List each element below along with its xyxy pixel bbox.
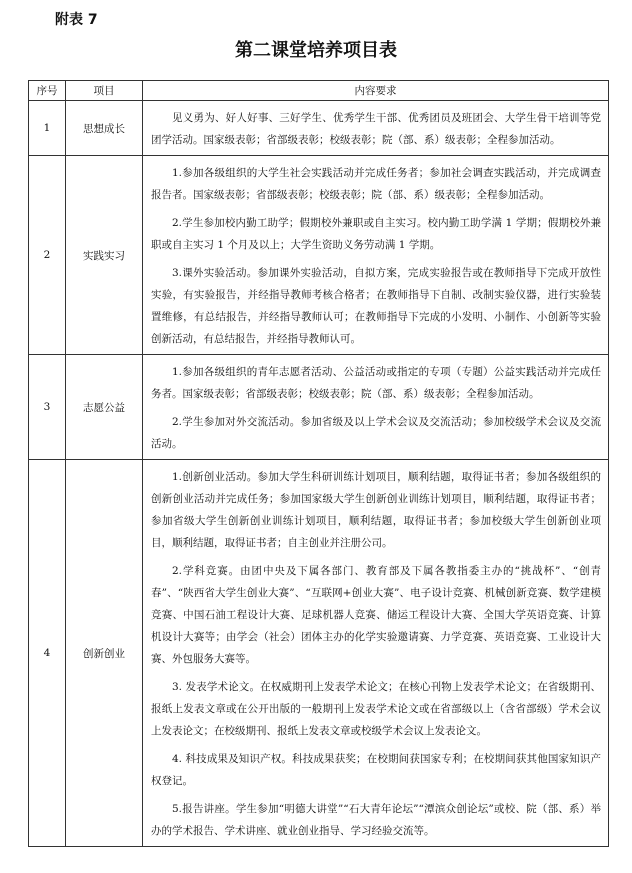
table-row: [29, 156, 609, 355]
content-paragraph: 2.学生参加校内勤工助学；假期校外兼职或自主实习。校内勤工助学满 1 学期；假期校外兼职或自主实习 1 个月及以上；大学生资助义务劳动满 1 学期。: [151, 217, 601, 251]
row-number: 2: [29, 156, 66, 355]
content-paragraph: 1.参加各级组织的大学生社会实践活动并完成任务者；参加社会调查实践活动，并完成调查报告者。国家级表彰；省部级表彰；校级表彰；院（部、系）级表彰；全程参加活动。: [151, 167, 601, 201]
row-content: [143, 101, 609, 156]
row-number: 3: [29, 355, 66, 460]
header-content: 内容要求: [143, 81, 609, 101]
page-title: 第二课堂培养项目表: [235, 40, 397, 61]
row-item: 实践实习: [66, 156, 143, 355]
row-content: [143, 156, 609, 355]
table-row: [29, 101, 609, 156]
row-item: 创新创业: [66, 460, 143, 847]
row-item: 志愿公益: [66, 355, 143, 460]
table-row: [29, 460, 609, 847]
header-no: 序号: [29, 81, 66, 101]
training-program-table: [28, 80, 609, 847]
content-paragraph: 2.学科竞赛。由团中央及下属各部门、教育部及下属各教指委主办的“挑战杯”、“创青春”、“陕西省大学生创业大赛”、“互联网+创业大赛”、电子设计竞赛、机械创新竞赛、数学建模竞赛、中国石油工程设计大赛、足球机器人竞赛、储运工程设计大赛、全国大学英语竞赛、计算机设计大赛等；由学会（社会）团体主办的化学实验邀请赛、力学竞赛、英语竞赛、工业设计大赛、外包服务大赛等。: [151, 565, 601, 665]
content-paragraph: 3. 发表学术论文。在权威期刊上发表学术论文；在核心刊物上发表学术论文；在省级期刊、报纸上发表文章或在公开出版的一般期刊上发表学术论文或在省部级以上（含省部级）学术会议上发表论文；在校级期刊、报纸上发表文章或校级学术会议上发表论文。: [151, 681, 601, 737]
row-content: [143, 460, 609, 847]
table-row: [29, 355, 609, 460]
header-item: 项目: [66, 81, 143, 101]
row-number: 4: [29, 460, 66, 847]
content-paragraph: 5.报告讲座。学生参加“明德大讲堂”“石大青年论坛”“潭滨众创论坛”或校、院（部、系）举办的学术报告、学术讲座、就业创业指导、学习经验交流等。: [151, 803, 601, 837]
row-number: 1: [29, 101, 66, 156]
content-paragraph: 4. 科技成果及知识产权。科技成果获奖；在校期间获国家专利；在校期间获其他国家知识产权登记。: [151, 753, 601, 787]
content-paragraph: 见义勇为、好人好事、三好学生、优秀学生干部、优秀团员及班团会、大学生骨干培训等党团学活动。国家级表彰；省部级表彰；校级表彰；院（部、系）级表彰；全程参加活动。: [151, 112, 601, 146]
table-header-row: [29, 81, 609, 101]
content-paragraph: 1.参加各级组织的青年志愿者活动、公益活动或指定的专项（专题）公益实践活动并完成任务者。国家级表彰；省部级表彰；校级表彰；院（部、系）级表彰；全程参加活动。: [151, 366, 601, 400]
row-content: [143, 355, 609, 460]
content-paragraph: 1.创新创业活动。参加大学生科研训练计划项目，顺利结题，取得证书者；参加各级组织的创新创业活动并完成任务；参加国家级大学生创新创业训练计划项目，顺利结题，取得证书者；参加省级大学生创新创业训练计划项目，顺利结题，取得证书者；参加校级大学生创新创业项目，顺利结题，取得证书者；自主创业并注册公司。: [151, 471, 601, 549]
row-item: 思想成长: [66, 101, 143, 156]
content-paragraph: 3.课外实验活动。参加课外实验活动，自拟方案，完成实验报告或在教师指导下完成开放性实验，有实验报告，并经指导教师考核合格者；在教师指导下自制、改制实验仪器，进行实验装置维修，有总结报告，并经指导教师认可；在教师指导下完成的小发明、小制作、小创新等实验创新活动，有总结报告，并经指导教师认可。: [151, 267, 601, 345]
content-paragraph: 2.学生参加对外交流活动。参加省级及以上学术会议及交流活动；参加校级学术会议及交流活动。: [151, 416, 601, 450]
appendix-label: 附表 7: [55, 12, 98, 28]
